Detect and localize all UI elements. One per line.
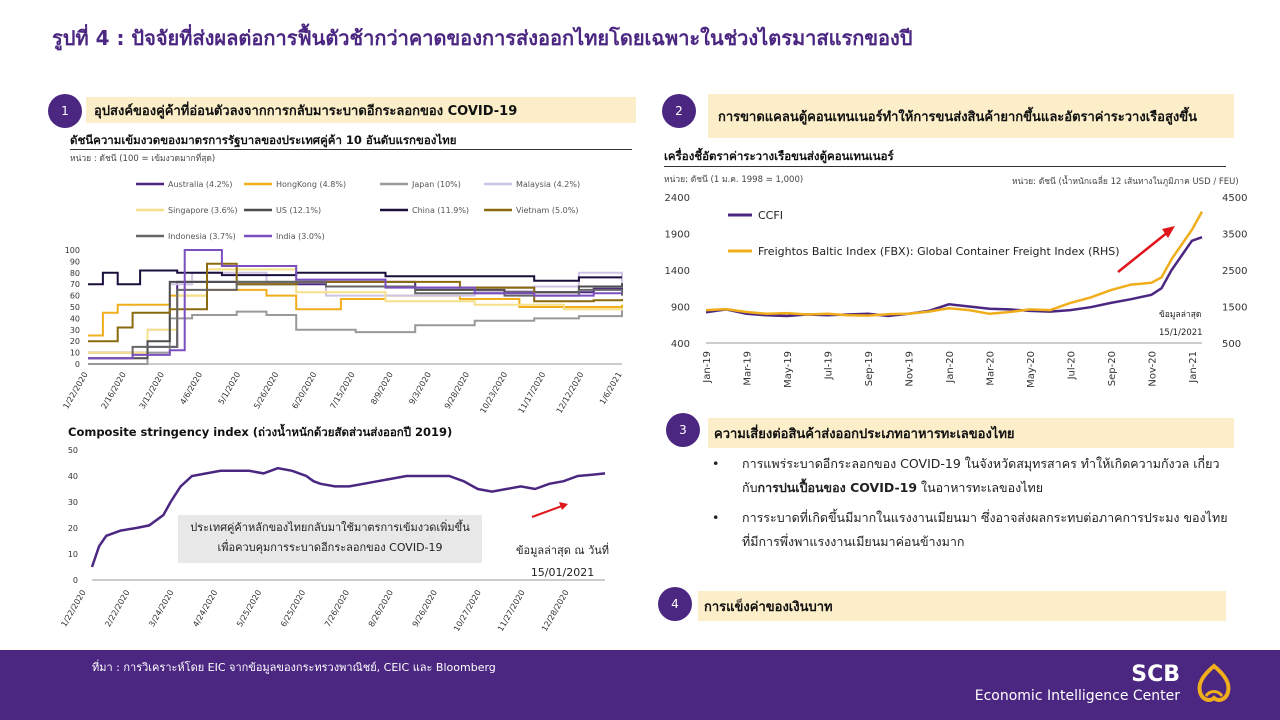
chart1-ytick-label: 60: [69, 291, 80, 301]
bullet-item: [712, 506, 1232, 554]
chart1-legend-label: US (12.1%): [276, 206, 322, 215]
chart2-title: Composite stringency index (ถ่วงน้ำหนักด้วยสัดส่วนส่งออกปี 2019): [68, 425, 453, 439]
chart3-xtick-label: Nov-20: [1147, 351, 1159, 387]
section-3-badge: 3: [666, 413, 700, 447]
chart2-ytick-label: 10: [67, 550, 78, 559]
chart2-xtick-label: 7/26/2020: [322, 588, 352, 629]
section-1-badge: 1: [48, 94, 82, 128]
chart3-ytick-label: 1900: [664, 229, 690, 241]
chart1-ytick-label: 90: [69, 257, 80, 267]
chart1-legend-label: Indonesia (3.7%): [168, 232, 236, 241]
section-2-heading: การขาดแคลนตู้คอนเทนเนอร์ทำให้การขนส่งสินค้ายากขึ้นและอัตราค่าระวางเรือสูงขึ้น: [708, 94, 1234, 138]
chart3-y2tick-label: 2500: [1222, 266, 1248, 277]
chart3-unit-right: หน่วย: ดัชนี (น้ำหนักเฉลี่ย 12 เส้นทางในภูมิภาค USD / FEU): [1012, 177, 1239, 187]
footer-bar: [0, 650, 1280, 720]
chart3-title: เครื่องชี้อัตราค่าระวางเรือขนส่งตู้คอนเทนเนอร์: [664, 149, 894, 163]
bullet-bold-text: การปนเปื้อนของ COVID-19: [757, 480, 918, 495]
chart2-xtick-label: 6/25/2020: [278, 588, 308, 629]
section-4-heading: การแข็งค่าของเงินบาท: [698, 591, 1226, 621]
chart3-xtick-label: Mar-19: [742, 351, 754, 386]
chart2-note-line1: ประเทศคู่ค้าหลักของไทยกลับมาใช้มาตรการเข้มงวดเพิ่มขึ้น: [190, 521, 470, 534]
chart1-unit: หน่วย : ดัชนี (100 = เข้มงวดมากที่สุด): [70, 154, 216, 164]
bullet-text: การแพร่ระบาดอีกระลอกของ COVID-19 ในจังหวัดสมุทรสาคร ทำให้เกิดความกังวล เกี่ยวกับ: [742, 456, 1220, 495]
chart2-xtick-label: 12/28/2020: [539, 588, 571, 633]
chart1-xtick-label: 4/6/2020: [178, 370, 205, 407]
chart2-xtick-label: 4/24/2020: [191, 588, 220, 629]
brand-name: SCB: [1131, 662, 1180, 687]
chart3-unit-left: หน่วย: ดัชนี (1 ม.ค. 1998 = 1,000): [664, 175, 804, 185]
chart2-xtick-label: 8/26/2020: [366, 588, 396, 629]
chart3-xtick-label: Mar-20: [985, 351, 997, 386]
chart1-ytick-label: 80: [69, 268, 80, 278]
chart1-ytick-label: 100: [64, 246, 80, 255]
chart3-ytick-label: 400: [670, 339, 690, 350]
chart1-xtick-label: 1/22/2020: [61, 370, 90, 411]
chart3-latest-line1: ข้อมูลล่าสุด: [1159, 310, 1202, 320]
chart1-title: ดัชนีความเข้มงวดของมาตรการรัฐบาลของประเทศคู่ค้า 10 อันดับแรกของไทย: [70, 133, 457, 147]
chart1-ytick-label: 50: [69, 303, 80, 312]
chart3-xtick-label: Sep-20: [1106, 351, 1118, 387]
chart1-legend-label: Vietnam (5.0%): [516, 206, 579, 215]
chart3-xtick-label: Jan-21: [1187, 351, 1199, 383]
chart3-ytick-label: 900: [670, 302, 690, 314]
chart1-legend-label: Singapore (3.6%): [168, 206, 238, 215]
chart2-xtick-label: 5/25/2020: [235, 588, 264, 629]
chart1-xtick-label: 12/12/2020: [554, 370, 586, 415]
chart2-xtick-label: 10/27/2020: [452, 588, 483, 633]
chart1-xtick-label: 7/15/2020: [328, 370, 357, 411]
chart1-legend-label: Australia (4.2%): [168, 180, 233, 189]
section-2-badge: 2: [662, 94, 696, 128]
chart3-legend-label: Freightos Baltic Index (FBX): Global Container Freight Index (RHS): [758, 245, 1120, 258]
chart2-ytick-label: 20: [67, 524, 78, 533]
chart2-xtick-label: 9/26/2020: [410, 588, 440, 629]
chart3-xtick-label: Sep-19: [863, 351, 875, 387]
chart3-y2tick-label: 500: [1222, 339, 1242, 350]
footer-source: ที่มา : การวิเคราะห์โดย EIC จากข้อมูลของกระทรวงพาณิชย์, CEIC และ Bloomberg: [92, 661, 496, 674]
chart1-xtick-label: 9/28/2020: [442, 370, 472, 411]
chart3-latest-note: [1156, 306, 1206, 342]
chart2-note-line2: เพื่อควบคุมการระบาดอีกระลอกของ COVID-19: [217, 541, 443, 554]
chart3-legend-label: CCFI: [758, 209, 783, 222]
chart3-ytick-label: 1400: [664, 266, 690, 277]
chart2-ytick-label: 40: [67, 472, 78, 481]
chart3-latest-line2: 15/1/2021: [1159, 328, 1203, 338]
bullet-dot-icon: •: [712, 510, 720, 525]
chart3-y2tick-label: 4500: [1222, 193, 1248, 204]
bullet-item: [712, 452, 1232, 500]
chart1-xtick-label: 5/26/2020: [252, 370, 281, 411]
section-3-heading: ความเสี่ยงต่อสินค้าส่งออกประเภทอาหารทะเลของไทย: [708, 418, 1234, 448]
chart3-red-arrow-icon: [1118, 232, 1168, 272]
chart1-xtick-label: 9/3/2020: [407, 370, 434, 407]
chart3-xtick-label: Jan-19: [702, 351, 713, 383]
chart1-ytick-label: 40: [69, 314, 80, 324]
chart2-note-box: [178, 515, 482, 563]
chart2-xtick-label: 3/24/2020: [147, 588, 176, 629]
chart1-xtick-label: 8/9/2020: [369, 370, 395, 407]
bullet-text: การระบาดที่เกิดขึ้นมีมากในแรงงานเมียนมา ซึ่งอาจส่งผลกระทบต่อภาคการประมง ของไทยที่มีการพึ่งพาแรงงานเมียนมาค่อนข้างมาก: [742, 510, 1228, 549]
chart1-legend-label: HongKong (4.8%): [276, 180, 347, 189]
chart1-xtick-label: 5/1/2020: [216, 370, 243, 407]
chart2-xtick-label: 2/22/2020: [103, 588, 132, 629]
page-title: รูปที่ 4 : ปัจจัยที่ส่งผลต่อการฟื้นตัวช้ากว่าคาดของการส่งออกไทยโดยเฉพาะในช่วงไตรมาสแรกของปี: [52, 26, 913, 50]
chart1-xtick-label: 10/23/2020: [478, 370, 510, 415]
chart1-ytick-label: 20: [69, 337, 80, 347]
chart2-ytick-label: 50: [67, 446, 78, 455]
chart3-xtick-label: May-20: [1025, 351, 1037, 388]
chart1-xtick-label: 2/16/2020: [99, 370, 128, 411]
chart1-legend-label: Japan (10%): [412, 180, 461, 189]
chart2-latest-line2: 15/01/2021: [530, 566, 595, 579]
chart2-latest-note: [516, 540, 609, 584]
chart1-legend-label: Malaysia (4.2%): [516, 180, 581, 189]
chart1-xtick-label: 3/12/2020: [137, 370, 167, 411]
chart1-ytick-label: 0: [74, 360, 80, 369]
chart2-xtick-label: 1/22/2020: [59, 588, 88, 629]
chart1-ytick-label: 10: [69, 348, 80, 358]
chart3-ytick-label: 2400: [664, 193, 690, 204]
chart3-xtick-label: May-19: [782, 351, 794, 388]
chart3-xtick-label: Jul-20: [1066, 351, 1078, 380]
chart3-y2tick-label: 1500: [1222, 302, 1248, 314]
chart3-xtick-label: Jan-20: [944, 351, 956, 383]
section-4-badge: 4: [658, 587, 692, 621]
bullet-dot-icon: •: [712, 456, 720, 471]
chart2-latest-line1: ข้อมูลล่าสุด ณ วันที่: [516, 544, 610, 557]
chart1-legend-label: India (3.0%): [276, 232, 325, 241]
section-3-bullets: [712, 452, 1232, 560]
bullet-text-tail: ในอาหารทะเลของไทย: [917, 480, 1044, 495]
chart2-xtick-label: 11/27/2020: [495, 588, 527, 633]
chart2-red-arrow-icon: [532, 506, 562, 517]
chart1-ytick-label: 30: [69, 325, 80, 335]
chart1-legend-label: China (11.9%): [412, 206, 470, 215]
chart3-xtick-label: Jul-19: [823, 351, 835, 380]
chart3-y2tick-label: 3500: [1222, 229, 1248, 241]
chart1-ytick-label: 70: [69, 280, 80, 290]
brand-subtitle: Economic Intelligence Center: [974, 688, 1180, 704]
chart3-xtick-label: Nov-19: [904, 351, 916, 387]
chart1-xtick-label: 1/6/2021: [597, 370, 624, 407]
chart1-xtick-label: 11/17/2020: [516, 370, 548, 415]
section-1-heading: อุปสงค์ของคู่ค้าที่อ่อนตัวลงจากการกลับมาระบาดอีกระลอกของ COVID-19: [86, 97, 636, 123]
chart2-ytick-label: 0: [72, 576, 78, 585]
chart2-ytick-label: 30: [67, 498, 78, 507]
chart1-xtick-label: 6/20/2020: [290, 370, 319, 411]
scb-logo-icon: [1192, 662, 1236, 706]
